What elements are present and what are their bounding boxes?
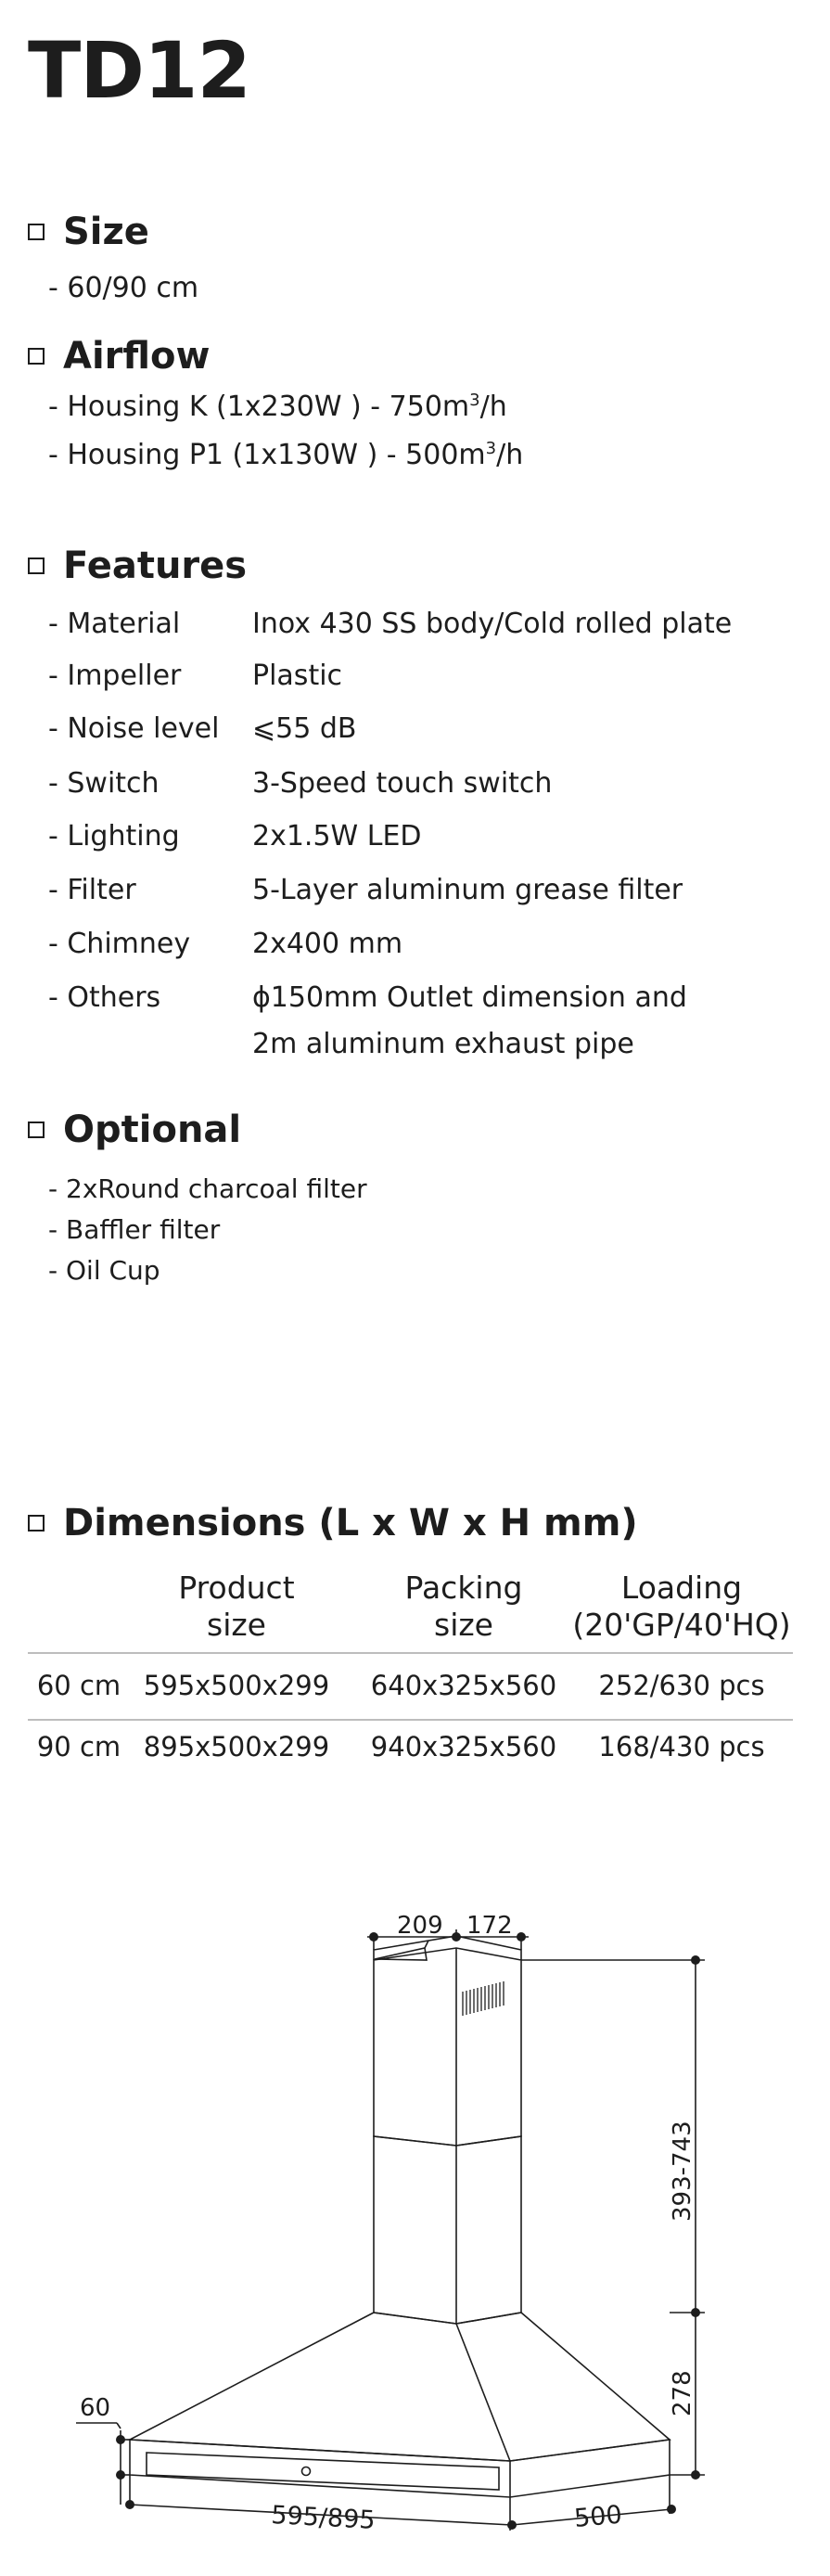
feature-value: 5-Layer aluminum grease filter — [252, 874, 683, 906]
table-cell: 640x325x560 — [370, 1670, 557, 1701]
chimney-upper — [374, 1948, 521, 2146]
control-panel — [147, 2453, 499, 2490]
feature-label: - Noise level — [48, 712, 220, 745]
table-cell: 595x500x299 — [143, 1670, 330, 1701]
feature-label: - Switch — [48, 767, 160, 800]
feature-label: - Material — [48, 608, 181, 640]
feature-label: - Chimney — [48, 928, 191, 960]
table-cell: 895x500x299 — [143, 1731, 330, 1762]
chimney-lower — [374, 2136, 521, 2324]
section-heading: Size — [63, 211, 149, 253]
dim-height-upper: 393-743 — [669, 2121, 696, 2222]
feature-value: 2x400 mm — [252, 928, 403, 960]
hood-canopy — [130, 2313, 670, 2461]
table-cell: 168/430 pcs — [598, 1731, 765, 1762]
dim-depth: 500 — [572, 2500, 623, 2533]
dim-top-right: 172 — [466, 1912, 513, 1940]
product-title: TD12 — [28, 25, 250, 116]
feature-value: 3-Speed touch switch — [252, 767, 553, 800]
optional-item: - Baffler filter — [48, 1214, 221, 1245]
table-header-packing: Packing size — [404, 1570, 523, 1644]
feature-value: ϕ150mm Outlet dimension and — [252, 981, 687, 1014]
feature-value: Plastic — [252, 660, 343, 692]
dim-height-lower: 278 — [669, 2370, 696, 2416]
feature-value-continued: 2m aluminum exhaust pipe — [252, 1028, 634, 1060]
table-cell: 252/630 pcs — [598, 1670, 765, 1701]
size-line: - 60/90 cm — [48, 272, 199, 304]
table-header-loading: Loading (20'GP/40'HQ) — [572, 1570, 791, 1644]
feature-value: 2x1.5W LED — [252, 820, 422, 852]
hood-base — [130, 2440, 670, 2497]
section-heading: Optional — [63, 1109, 242, 1151]
dim-width: 595/895 — [270, 2501, 377, 2535]
feature-label: - Others — [48, 981, 161, 1014]
feature-value: Inox 430 SS body/Cold rolled plate — [252, 608, 733, 640]
section-heading: Airflow — [63, 335, 211, 378]
airflow-line: - Housing P1 (1x130W ) - $500m^3/h$ — [48, 439, 524, 471]
feature-label: - Impeller — [48, 660, 182, 692]
airflow-line: - Housing K (1x230W ) - $750m^3/h$ — [48, 391, 507, 423]
table-cell: 90 cm — [36, 1731, 121, 1762]
control-knob-icon — [302, 2467, 311, 2476]
optional-item: - 2xRound charcoal filter — [48, 1173, 367, 1204]
dim-top-left: 209 — [397, 1912, 443, 1940]
dim-front-depth: 60 — [80, 2394, 111, 2422]
dimension-markers — [116, 1932, 700, 2530]
feature-value: ⩽55 dB — [252, 712, 357, 745]
feature-label: - Filter — [48, 874, 136, 906]
section-heading: Features — [63, 545, 248, 587]
table-cell: 60 cm — [36, 1670, 121, 1701]
feature-label: - Lighting — [48, 820, 180, 852]
optional-item: - Oil Cup — [48, 1255, 160, 1286]
vent-grille-icon — [463, 1981, 504, 2016]
section-heading: Dimensions (L x W x H mm) — [63, 1502, 638, 1544]
table-cell: 940x325x560 — [370, 1731, 557, 1762]
table-header-product: Product size — [178, 1570, 295, 1644]
